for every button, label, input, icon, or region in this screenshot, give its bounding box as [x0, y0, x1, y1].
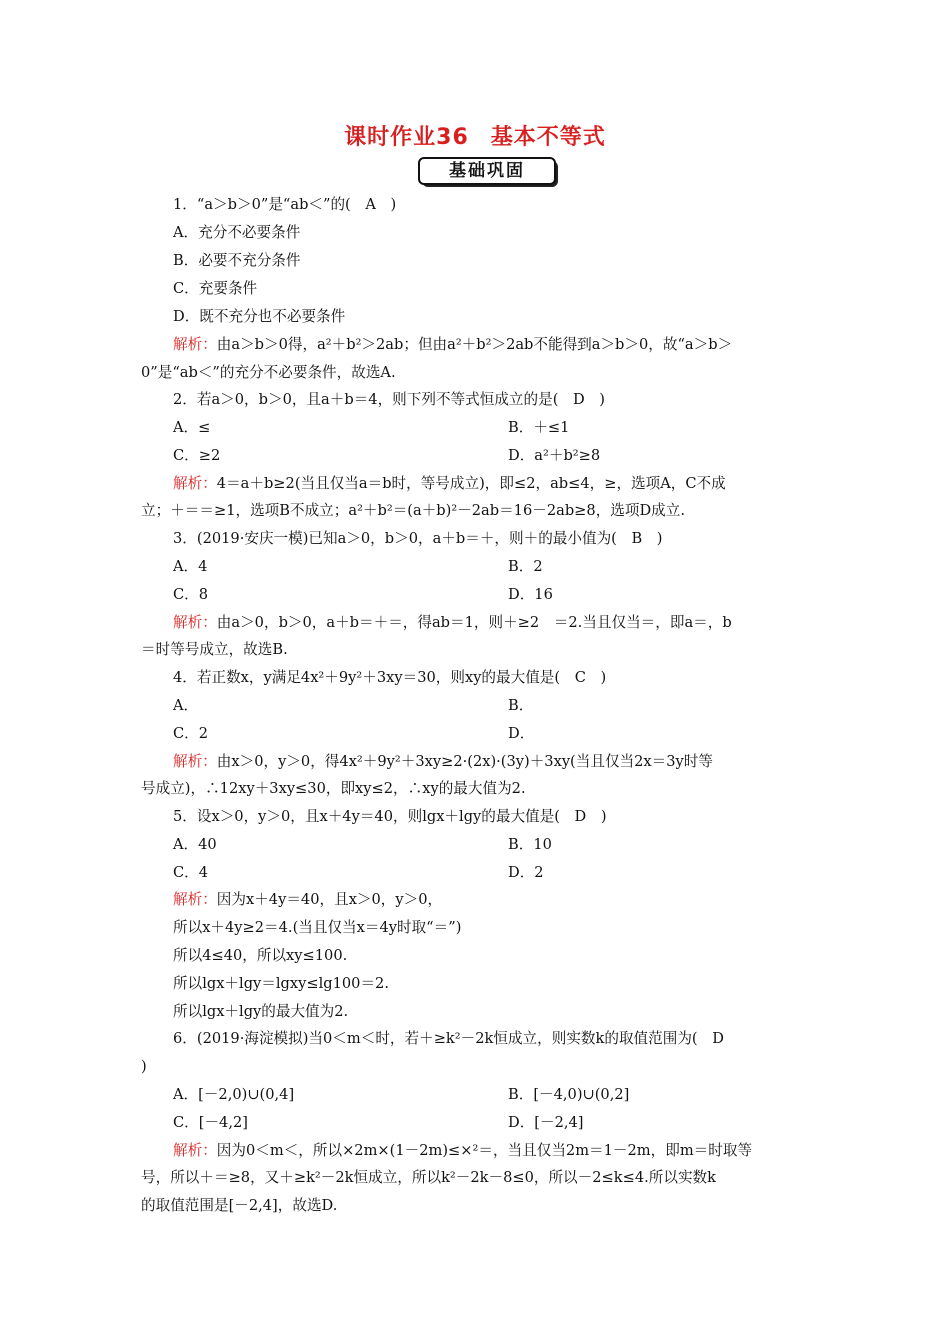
q4-stem: 4．若正数x，y满足4x²＋9y²＋3xy＝30，则xy的最大值是( C ) [173, 669, 607, 686]
solution-label: 解析： [173, 753, 217, 770]
title-right: 基本不等式 [490, 125, 606, 150]
q4-option-a: A． [173, 697, 199, 714]
q5-option-d: D．2 [508, 864, 544, 881]
q5-option-c: C．4 [173, 864, 209, 881]
q6-option-a: A．[－2,0)∪(0,4] [173, 1086, 295, 1103]
q6-option-c: C．[－4,2] [173, 1114, 248, 1131]
q2-option-b: B．＋≤1 [508, 419, 570, 436]
q6-option-b: B．[－4,0)∪(0,2] [508, 1086, 630, 1103]
q5-option-a: A．40 [173, 836, 217, 853]
q2-solution-line-1: 解析：4＝a＋b≥2(当且仅当a＝b时，等号成立)，即≤2，ab≤4，≥，选项A，C不成 [173, 475, 726, 492]
q6-stem-line-2: ) [141, 1058, 147, 1075]
q1-option-a: A．充分不必要条件 [173, 224, 301, 241]
q6-stem-line-1: 6．(2019·海淀模拟)当0＜m＜时，若＋≥k²－2k恒成立，则实数k的取值范围为( D [173, 1030, 724, 1047]
section-badge [418, 157, 560, 189]
q3-solution-line-1: 解析：由a＞0，b＞0，a＋b＝＋＝，得ab＝1，则＋≥2 ＝2.当且仅当＝，即a＝，b [173, 614, 732, 631]
q3-option-c: C．8 [173, 586, 209, 603]
q1-option-d: D．既不充分也不必要条件 [173, 308, 346, 325]
page-title [0, 120, 950, 151]
q5-solution-line-3: 所以4≤40，所以xy≤100. [173, 947, 348, 964]
solution-label: 解析： [173, 336, 217, 353]
q4-option-b: B． [508, 697, 534, 714]
q2-solution-line-2: 立；＋＝＝≥1，选项B不成立；a²＋b²＝(a＋b)²－2ab＝16－2ab≥8，选项D成立. [141, 502, 685, 519]
solution-label: 解析： [173, 1142, 217, 1159]
q4-option-d: D． [508, 725, 535, 742]
q2-stem: 2．若a＞0，b＞0，且a＋b＝4，则下列不等式恒成立的是( D ) [173, 391, 605, 408]
q5-option-b: B．10 [508, 836, 552, 853]
q4-option-c: C．2 [173, 725, 209, 742]
title-left: 课时作业36 [344, 125, 469, 150]
q5-solution-line-1: 解析：因为x＋4y＝40，且x＞0，y＞0， [173, 891, 443, 908]
q5-solution-line-2: 所以x＋4y≥2＝4.(当且仅当x＝4y时取“＝”) [173, 919, 462, 936]
q3-option-d: D．16 [508, 586, 553, 603]
q6-option-d: D．[－2,4] [508, 1114, 584, 1131]
q4-solution-line-1: 解析：由x＞0，y＞0，得4x²＋9y²＋3xy≥2·(2x)·(3y)＋3xy(当且仅当2x＝3y时等 [173, 753, 713, 770]
q1-option-b: B．必要不充分条件 [173, 252, 301, 269]
q3-stem: 3．(2019·安庆一模)已知a＞0，b＞0，a＋b＝＋，则＋的最小值为( B ) [173, 530, 663, 547]
solution-label: 解析： [173, 614, 217, 631]
q5-solution-line-5: 所以lgx＋lgy的最大值为2. [173, 1003, 349, 1020]
q2-option-d: D．a²＋b²≥8 [508, 447, 601, 464]
q2-option-c: C．≥2 [173, 447, 221, 464]
q5-stem: 5．设x＞0，y＞0，且x＋4y＝40，则lgx＋lgy的最大值是( D ) [173, 808, 607, 825]
q1-solution-line-2: 0”是“ab＜”的充分不必要条件，故选A. [141, 364, 396, 381]
q6-solution-line-3: 的取值范围是[－2,4]，故选D. [141, 1197, 338, 1214]
solution-label: 解析： [173, 891, 217, 908]
solution-label: 解析： [173, 475, 217, 492]
q1-option-c: C．充要条件 [173, 280, 258, 297]
q6-solution-line-1: 解析：因为0＜m＜，所以×2m×(1－2m)≤×²＝，当且仅当2m＝1－2m，即m＝时取等 [173, 1142, 753, 1159]
q1-solution-line-1: 解析：由a＞b＞0得，a²＋b²＞2ab；但由a²＋b²＞2ab不能得到a＞b＞0，故“a＞b＞ [173, 336, 733, 353]
q3-option-b: B．2 [508, 558, 543, 575]
section-badge-label: 基础巩固 [418, 157, 556, 185]
q4-solution-line-2: 号成立)，∴12xy＋3xy≤30，即xy≤2，∴xy的最大值为2. [141, 780, 526, 797]
q6-solution-line-2: 号，所以＋＝≥8，又＋≥k²－2k恒成立，所以k²－2k－8≤0，所以－2≤k≤4.所以实数k [141, 1169, 716, 1186]
q3-solution-line-2: ＝时等号成立，故选B. [141, 641, 288, 658]
q1-stem: 1．“a＞b＞0”是“ab＜”的( A ) [173, 196, 397, 213]
q3-option-a: A．4 [173, 558, 208, 575]
q2-option-a: A．≤ [173, 419, 211, 436]
q5-solution-line-4: 所以lgx＋lgy＝lgxy≤lg100＝2. [173, 975, 389, 992]
